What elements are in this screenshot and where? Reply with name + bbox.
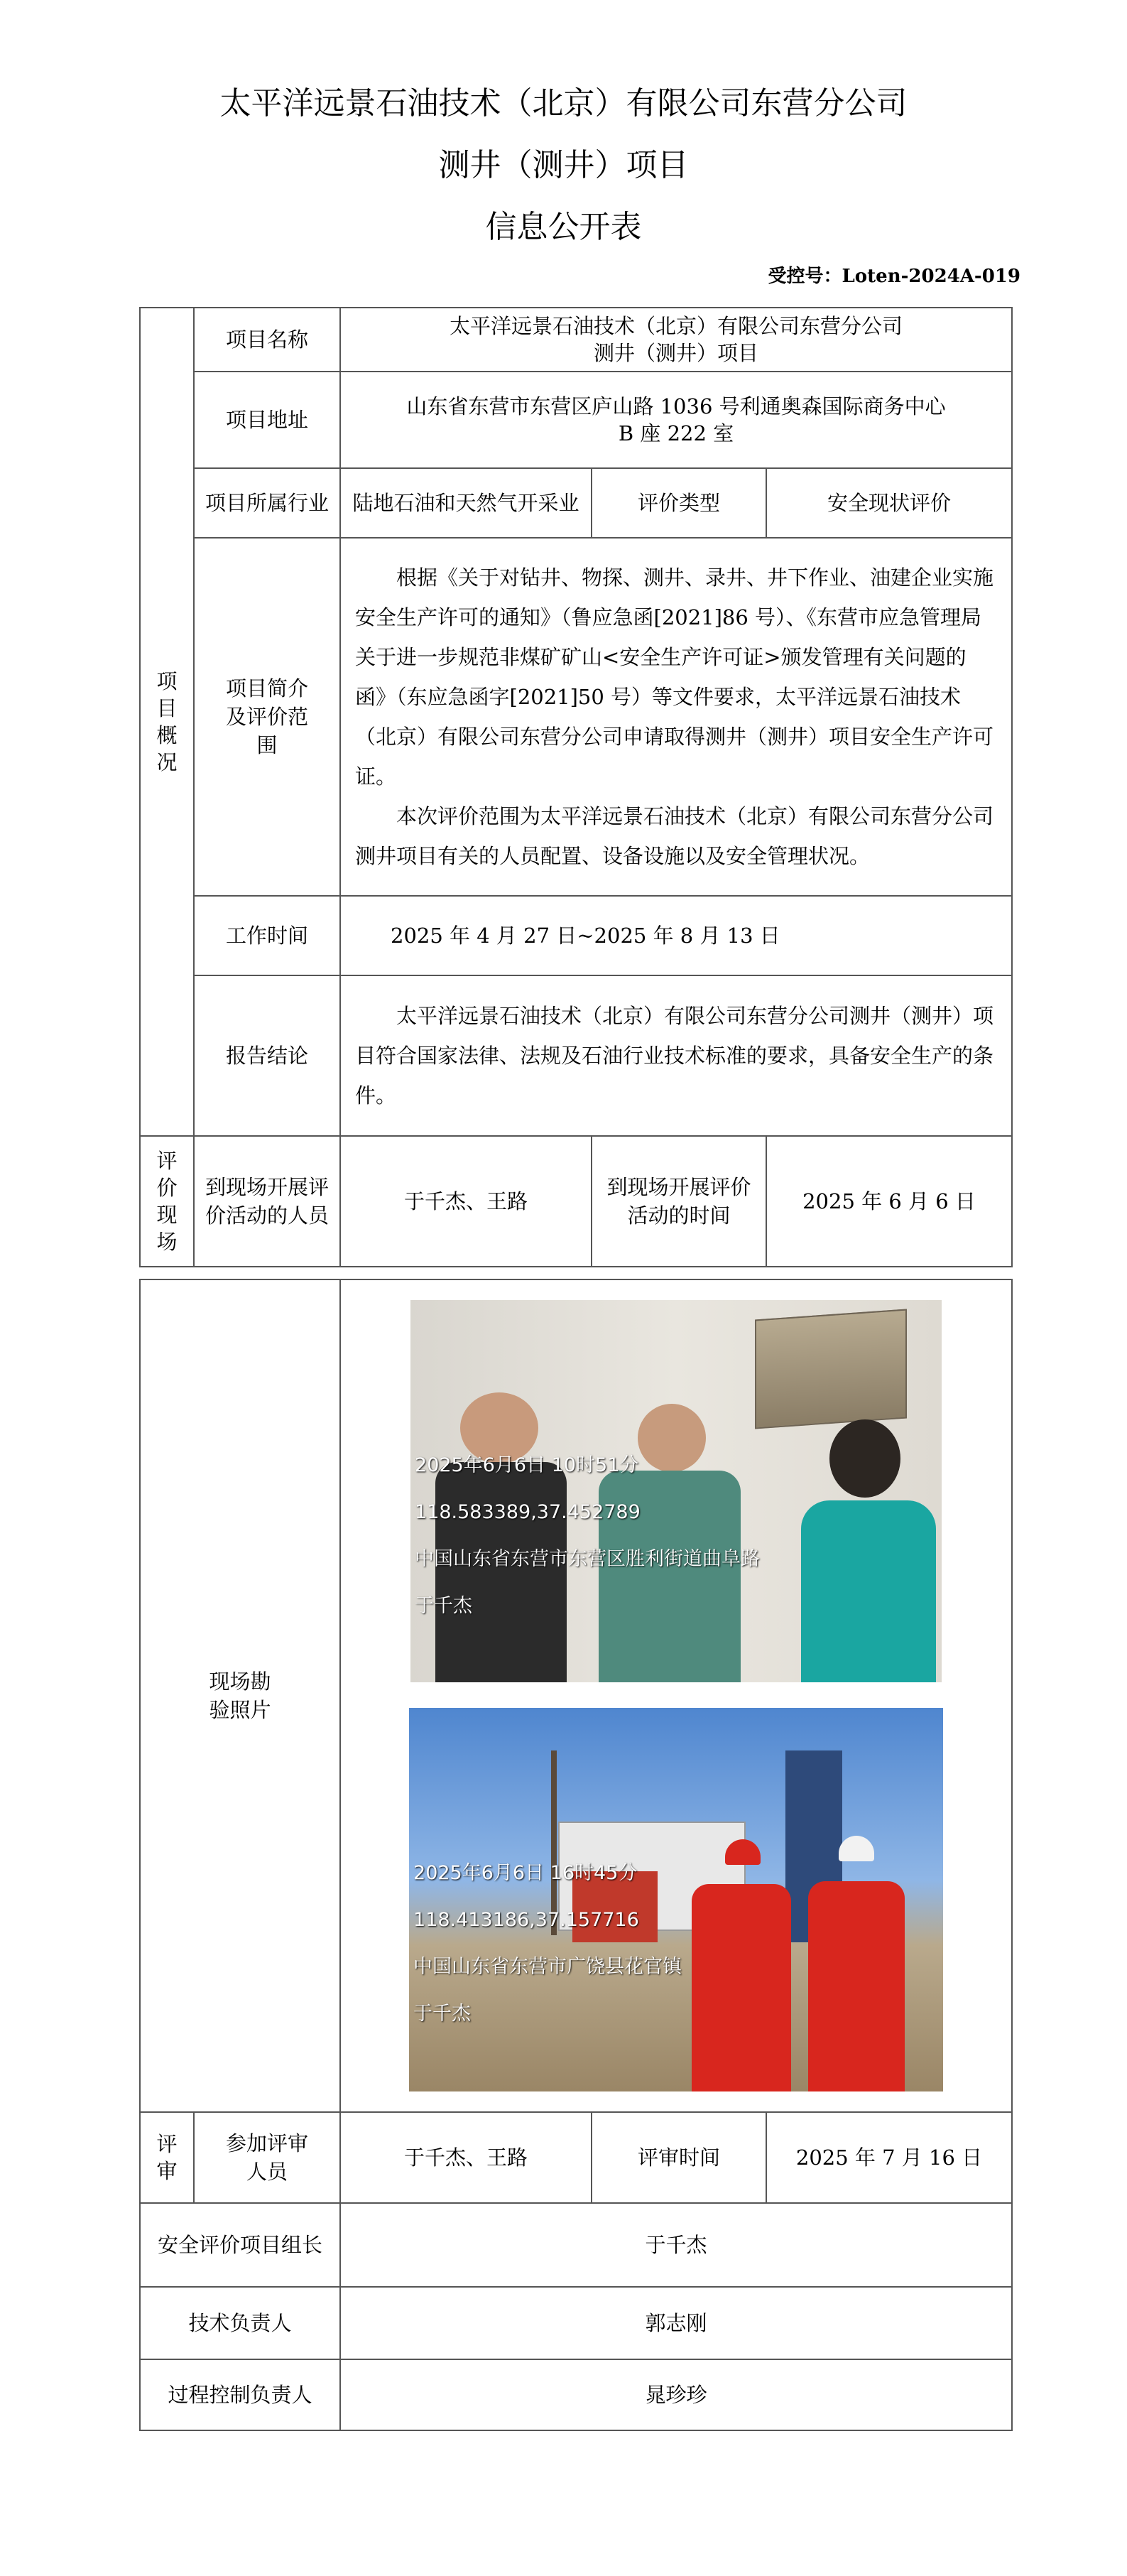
conclusion-paragraph: 太平洋远景石油技术（北京）有限公司东营分公司测井（测井）项目符合国家法律、法规及石油行业技术标准的要求，具备安全生产的条件。 [355, 1004, 994, 1108]
photo-1-location: 中国山东省东营市东营区胜利街道曲阜路 [415, 1548, 761, 1570]
eval-type-value: 安全现状评价 [766, 468, 1012, 538]
photo-review-table [139, 1279, 1013, 2431]
project-address-value: 山东省东营市东营区庐山路 1036 号利通奥森国际商务中心 B 座 222 室 [340, 372, 1012, 468]
title-line-2: 测井（测井）项目 [438, 147, 689, 183]
review-section-label: 评 审 [140, 2112, 194, 2203]
photo-1-datetime: 2025年6月6日 10时51分 [415, 1454, 639, 1476]
site-staff-value: 于千杰、王路 [340, 1136, 592, 1267]
photo-2-datetime: 2025年6月6日 16时45分 [413, 1862, 638, 1884]
site-photo-1 [410, 1300, 942, 1682]
photos-cell [340, 1279, 1012, 2112]
photos-label: 现场勘 验照片 [140, 1279, 340, 2112]
site-time-label: 到现场开展评价活动的时间 [592, 1136, 766, 1267]
industry-value: 陆地石油和天然气开采业 [340, 468, 592, 538]
tech-lead-value: 郭志刚 [340, 2287, 1012, 2359]
worker-1-helmet [725, 1839, 761, 1865]
overview-section-label: 项 目 概 况 [140, 308, 194, 1136]
intro-label: 项目简介及评价范围 [194, 538, 340, 896]
process-control-label: 过程控制负责人 [140, 2359, 340, 2430]
eval-type-label: 评价类型 [592, 468, 766, 538]
photo-1-coords: 118.583389,37.452789 [415, 1501, 641, 1523]
control-number: 受控号：Loten-2024A-019 [768, 266, 1020, 287]
site-time-value: 2025 年 6 月 6 日 [766, 1136, 1012, 1267]
worker-2-helmet [839, 1836, 874, 1861]
site-section-label: 评 价 现 场 [140, 1136, 194, 1267]
project-leader-value: 于千杰 [340, 2203, 1012, 2287]
person-3-head [829, 1419, 900, 1498]
overview-table [139, 307, 1013, 1267]
worker-1-body [692, 1884, 791, 2091]
review-time-value: 2025 年 7 月 16 日 [766, 2112, 1012, 2203]
project-name-value: 太平洋远景石油技术（北京）有限公司东营分公司 测井（测井）项目 [340, 308, 1012, 372]
industry-label: 项目所属行业 [194, 468, 340, 538]
intro-paragraph-2: 本次评价范围为太平洋远景石油技术（北京）有限公司东营分公司测井项目有关的人员配置、设备设施以及安全管理状况。 [355, 804, 994, 868]
project-address-label: 项目地址 [194, 372, 340, 468]
process-control-value: 晁珍珍 [340, 2359, 1012, 2430]
tech-lead-label: 技术负责人 [140, 2287, 340, 2359]
conclusion-text [340, 975, 1012, 1136]
review-time-label: 评审时间 [592, 2112, 766, 2203]
intro-text [340, 538, 1012, 896]
work-time-value: 2025 年 4 月 27 日~2025 年 8 月 13 日 [340, 896, 1012, 975]
title-line-3: 信息公开表 [485, 209, 642, 245]
site-photo-2 [409, 1708, 943, 2091]
person-2-head [638, 1404, 706, 1472]
work-time-label: 工作时间 [194, 896, 340, 975]
photo-2-person: 于千杰 [413, 2003, 472, 2025]
project-leader-label: 安全评价项目组长 [140, 2203, 340, 2287]
review-participants-label: 参加评审人员 [194, 2112, 340, 2203]
review-participants-value: 于千杰、王路 [340, 2112, 592, 2203]
worker-2-body [808, 1881, 905, 2091]
photo-1-person: 于千杰 [415, 1595, 473, 1617]
project-name-label: 项目名称 [194, 308, 340, 372]
person-3-body [801, 1500, 936, 1682]
conclusion-label: 报告结论 [194, 975, 340, 1136]
photo-2-location: 中国山东省东营市广饶县花官镇 [413, 1956, 682, 1978]
intro-paragraph-1: 根据《关于对钻井、物探、测井、录井、井下作业、油建企业实施安全生产许可的通知》（鲁应急函[2021]86 号）、《东营市应急管理局关于进一步规范非煤矿矿山<安全生产许可证>颁发管理有关问题的函》（东应急函字[2021]50 号）等文件要求，太平洋远景石油技术（北京）有限公司东营分公司申请取得测井（测井）项目安全生产许可证。 [355, 565, 994, 789]
title-line-1: 太平洋远景石油技术（北京）有限公司东营分公司 [219, 85, 908, 121]
photo-2-coords: 118.413186,37.157716 [413, 1909, 639, 1931]
site-staff-label: 到现场开展评价活动的人员 [194, 1136, 340, 1267]
company-plaque [755, 1309, 907, 1429]
